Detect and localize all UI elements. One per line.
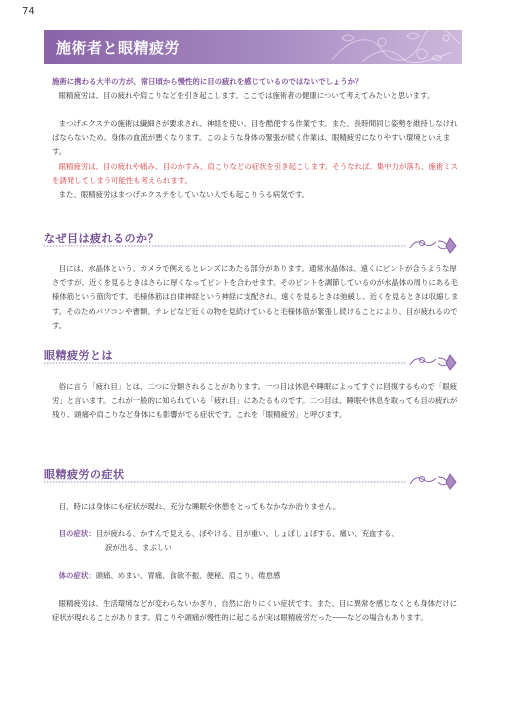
eye-symptoms-text-1: 目が疲れる、かすんで見える、ぼやける、目が重い、しょぼしょぼする、痛い、充血する、 xyxy=(95,529,399,538)
intro-paragraph-warning: 眼精疲労は、目の疲れや痛み、目のかすみ、肩こりなどの症状を引き起こします。そうなれば、集中力が落ち、施術ミスを誘発してしまう可能性も考えられます。 xyxy=(52,162,459,186)
section-3-intro: 目、時には身体にも症状が現れ、充分な睡眠や休憩をとってもなかなか治りません。 xyxy=(58,502,341,511)
section-divider-ornament xyxy=(44,236,464,254)
intro-paragraph-2: まつげエクステの施術は繊細さが要求され、神経を使い、目を酷使する作業です。また、長時間同じ姿勢を維持しなければならないため、身体の血流が悪くなります。このような身体の緊張が続く作業は、眼精疲労になりやすい環境といえます。 xyxy=(52,119,458,157)
chapter-title: 施術者と眼精疲労 xyxy=(56,39,181,57)
page-number: 74 xyxy=(22,6,35,17)
body-symptoms-label: 体の症状： xyxy=(58,571,96,580)
eye-symptoms-label: 目の症状： xyxy=(58,529,96,538)
section-divider-ornament xyxy=(44,353,464,371)
body-symptoms-text: 頭痛、めまい、胃痛、食欲不振、便秘、肩こり、倦怠感 xyxy=(95,571,281,580)
section-divider-ornament xyxy=(44,472,464,490)
section-1-body: 目には、水晶体という、カメラで例えるとレンズにあたる部分があります。通常水晶体は、遠くにピントが合うような厚さですが、近くを見るときはさらに厚くなってピントを合わせます。そのピントを調節しているのが水晶体の周りにある毛様体筋という筋肉です。毛様体筋は自律神経という神経に支配され、遠くを見るときは弛緩し、近くを見るときは収縮します。そのためパソコンや書類、テレビなど近くの物を見続けていると毛様体筋が緊張し続けることにより、目が疲れるのです。 xyxy=(52,264,459,330)
body-symptoms xyxy=(52,569,464,583)
section-title-symptoms: 眼精疲労の症状 xyxy=(44,468,125,481)
intro-paragraph-1: 眼精疲労は、目の疲れや肩こりなどを引き起こします。ここでは施術者の健康について考えてみたいと思います。 xyxy=(58,91,435,100)
eye-symptoms-text-2: 涙が出る、まぶしい xyxy=(105,543,172,553)
chapter-banner xyxy=(44,30,462,64)
section-3-closing: 眼精疲労は、生活環境などが変わらないかぎり、自然に治りにくい症状です。また、目に異常を感じなくとも身体だけに症状が現れることがあります。肩こりや頭痛が慢性的に起こるが実は眼精疲労だった――などの場合もあります。 xyxy=(52,599,458,623)
intro-lead: 施術に携わる大半の方が、常日頃から慢性的に目の疲れを感じているのではないでしょうか？ xyxy=(52,77,363,86)
intro-paragraph-4: また、眼精疲労はまつげエクステをしていない人でも起こりうる病気です。 xyxy=(58,190,310,199)
section-title-what-is-eye-strain: 眼精疲労とは xyxy=(44,349,113,362)
banner-floral-pattern xyxy=(322,30,462,64)
section-title-why-eyes-tire: なぜ目は疲れるのか？ xyxy=(44,232,159,245)
eye-symptoms xyxy=(52,527,464,555)
section-2-body: 俗に言う「疲れ目」とは、二つに分類されることがあります。一つ目は休息や睡眠によってすぐに回復するもので「眼疲労」と言います。これが一般的に知られている「疲れ目」にあたるものです。二つ目は、睡眠や休息を取っても目の疲れが残り、頭痛や肩こりなど身体にも影響がでる症状です。これを「眼精疲労」と呼びます。 xyxy=(52,382,458,420)
